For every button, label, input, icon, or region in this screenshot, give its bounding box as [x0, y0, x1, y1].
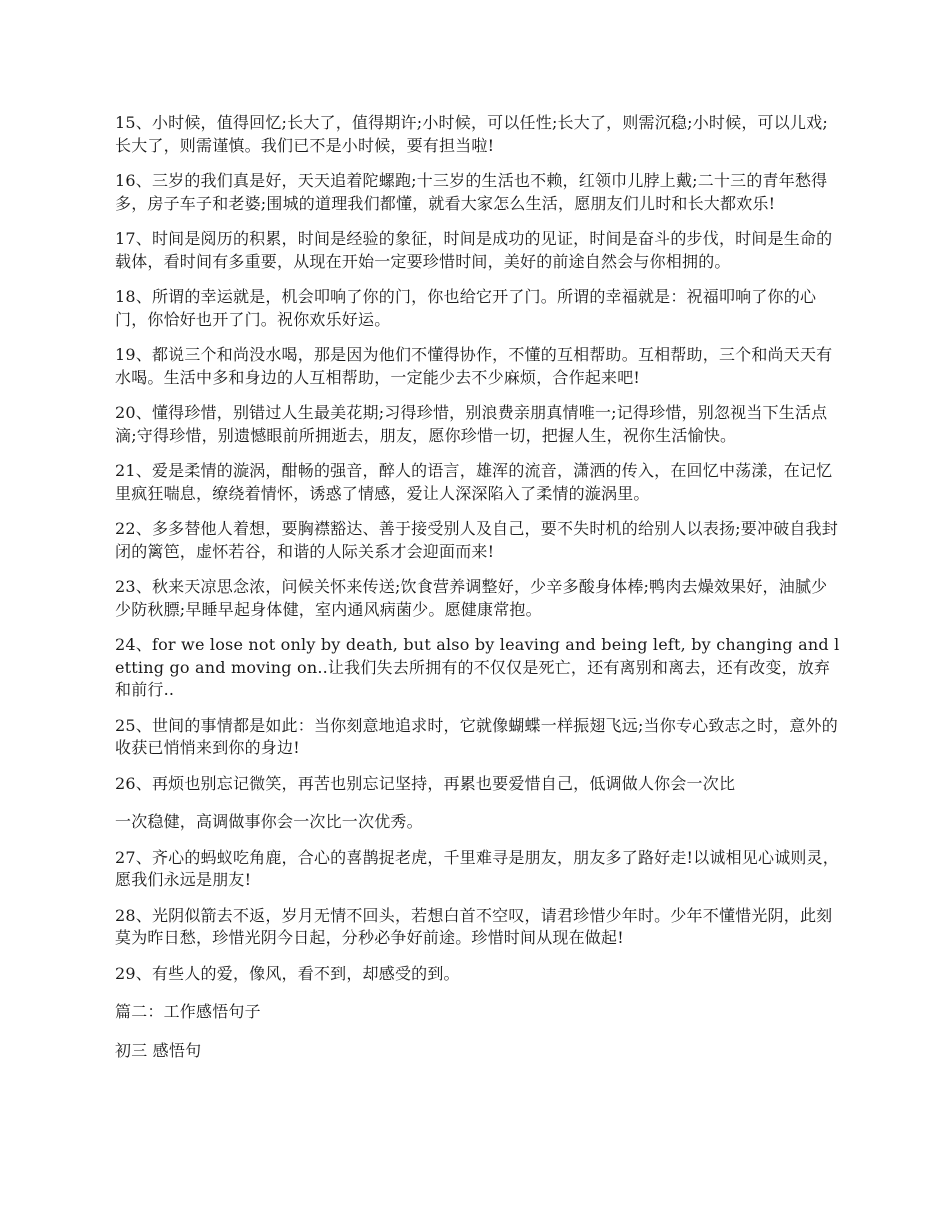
paragraph-28: 28、光阴似箭去不返，岁月无情不回头，若想白首不空叹，请君珍惜少年时。少年不懂惜光阴，此刻莫为昨日愁，珍惜光阴今日起，分秒必争好前途。珍惜时间从现在做起! [115, 905, 833, 947]
paragraph-25: 25、世间的事情都是如此：当你刻意地追求时，它就像蝴蝶一样振翅飞远;当你专心致志之时，意外的收获已悄悄来到你的身边! [115, 715, 838, 757]
paragraph-21: 21、爱是柔情的漩涡，酣畅的强音，醉人的语言，雄浑的流音，潇洒的传入，在回忆中荡漾，在记忆里疯狂喘息，缭绕着情怀，诱惑了情感，爱让人深深陷入了柔情的漩涡里。 [115, 461, 833, 503]
paragraph-15: 15、小时候，值得回忆;长大了，值得期许;小时候，可以任性;长大了，则需沉稳;小时候，可以儿戏;长大了，则需谨慎。我们已不是小时候，要有担当啦! [115, 113, 828, 155]
paragraph-17: 17、时间是阅历的积累，时间是经验的象征，时间是成功的见证，时间是奋斗的步伐，时间是生命的载体，看时间有多重要，从现在开始一定要珍惜时间，美好的前途自然会与你相拥的。 [115, 229, 833, 271]
paragraph-16: 16、三岁的我们真是好，天天追着陀螺跑;十三岁的生活也不赖，红领巾儿脖上戴;二十三的青年愁得多，房子车子和老婆;围城的道理我们都懂，就看大家怎么生活，愿朋友们儿时和长大都欢乐! [115, 171, 828, 213]
paragraph-29: 29、有些人的爱，像风，看不到，却感受的到。 [115, 963, 460, 983]
paragraph-26-line-2: 一次稳健，高调做事你会一次比一次优秀。 [115, 812, 423, 831]
paragraph-26-line-1: 26、再烦也别忘记微笑，再苦也别忘记坚持，再累也要爱惜自己，低调做人你会一次比 [115, 773, 736, 793]
paragraph-19: 19、都说三个和尚没水喝，那是因为他们不懂得协作，不懂的互相帮助。互相帮助，三个和尚天天有水喝。生活中多和身边的人互相帮助，一定能少去不少麻烦，合作起来吧! [115, 345, 833, 387]
document-page [115, 112, 840, 1075]
paragraph-22: 22、多多替他人着想，要胸襟豁达、善于接受别人及自己，要不失时机的给别人以表扬;要冲破自我封闭的篱笆，虚怀若谷，和谐的人际关系才会迎面而来! [115, 519, 838, 561]
paragraph-23: 23、秋来天凉思念浓，问候关怀来传送;饮食营养调整好，少辛多酸身体棒;鸭肉去燥效果好，油腻少少防秋膘;早睡早起身体健，室内通风病菌少。愿健康常抱。 [115, 577, 828, 619]
paragraph-18: 18、所谓的幸运就是，机会叩响了你的门，你也给它开了门。所谓的幸福就是：祝福叩响了你的心门，你恰好也开了门。祝你欢乐好运。 [115, 287, 817, 329]
section-heading: 篇二：工作感悟句子 [115, 1002, 261, 1021]
paragraph-20: 20、懂得珍惜，别错过人生最美花期;习得珍惜，别浪费亲朋真情唯一;记得珍惜，别忽视当下生活点滴;守得珍惜，别遗憾眼前所拥逝去，朋友，愿你珍惜一切，把握人生，祝你生活愉快。 [115, 403, 828, 445]
sub-heading: 初三 感悟句 [115, 1040, 202, 1060]
paragraph-27: 27、齐心的蚂蚁吃角鹿，合心的喜鹊捉老虎，千里难寻是朋友，朋友多了路好走!以诚相见心诚则灵，愿我们永远是朋友! [115, 847, 839, 889]
paragraph-24: 24、for we lose not only by death, but also by leaving and being left, by changing and letting go and moving on..让我们失去所拥有的不仅仅是死亡，还有离别和离去，还有改变，放弃和前行.. [115, 635, 840, 699]
